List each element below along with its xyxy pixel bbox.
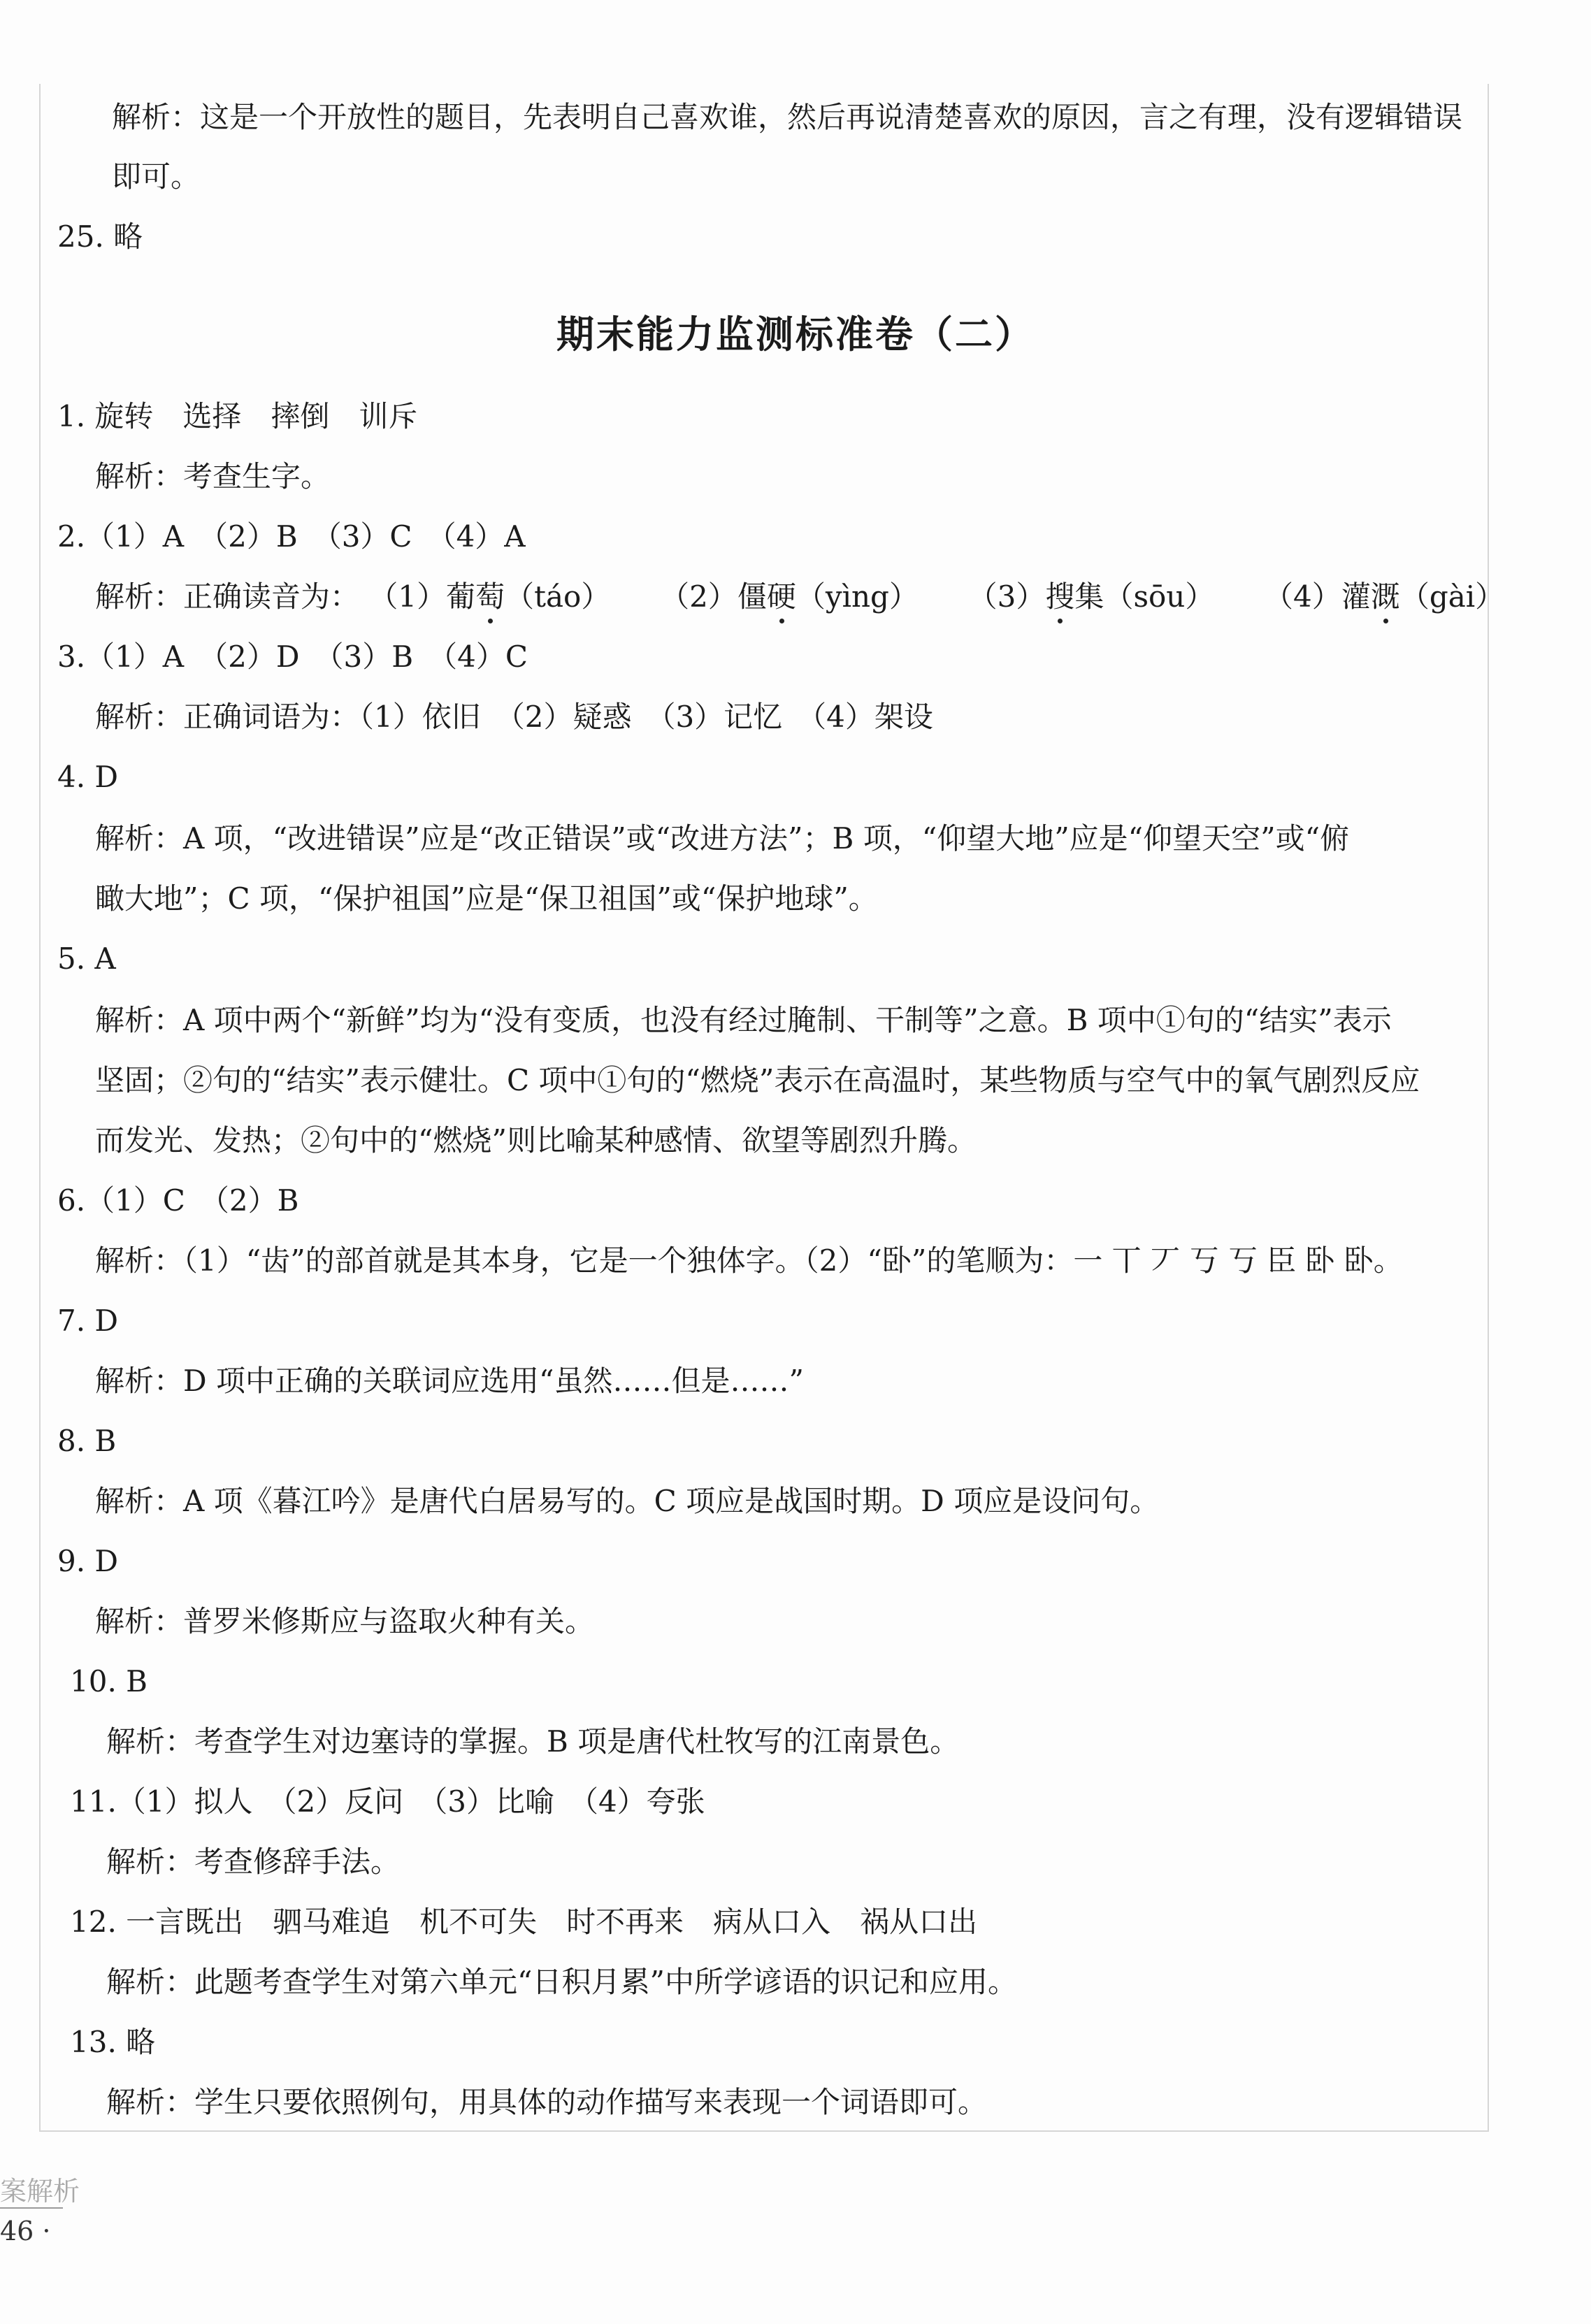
answer-line: 坚固；②句的“结实”表示健壮。C 项中①句的“燃烧”表示在高温时，某些物质与空气中的氧气剧烈反应 <box>95 1063 1420 1097</box>
answer-line: 解析：A 项，“改进错误”应是“改正错误”或“改进方法”；B 项，“仰望大地”应是“仰望天空”或“俯 <box>95 821 1350 856</box>
answer-line: 解析：此题考查学生对第六单元“日积月累”中所学谚语的识记和应用。 <box>106 1965 1017 1999</box>
answer-line: 6.（1）C （2）B <box>57 1183 299 1218</box>
answer-line: 9. D <box>57 1544 119 1578</box>
answer-line: 瞰大地”；C 项，“保护祖国”应是“保卫祖国”或“保护地球”。 <box>95 881 878 916</box>
answer-line: 10. B <box>70 1664 148 1698</box>
answer-line: 解析：考查学生对边塞诗的掌握。B 项是唐代杜牧写的江南景色。 <box>106 1724 960 1759</box>
answer-line: 解析：普罗米修斯应与盗取火种有关。 <box>95 1604 595 1638</box>
answer-line: 1. 旋转 选择 摔倒 训斥 <box>57 399 418 433</box>
answer-line: 解析：A 项《暮江吟》是唐代白居易写的。C 项应是战国时期。D 项应是设问句。 <box>95 1484 1160 1518</box>
answer-line: 即可。 <box>112 159 201 194</box>
answer-line: 解析：（1）“齿”的部首就是其本身，它是一个独体字。（2）“卧”的笔顺为：一 丅 丆 丂 丂 臣 卧 卧。 <box>95 1243 1403 1278</box>
answer-line: 2.（1）A （2）B （3）C （4）A <box>57 519 526 554</box>
pinyin-answer-line <box>95 577 1591 616</box>
answer-line: 13. 略 <box>70 2025 156 2059</box>
answer-line: 解析：考查生字。 <box>95 459 331 493</box>
answer-line: 8. B <box>57 1424 117 1458</box>
pinyin-item: （1）葡萄（táo） <box>368 579 610 614</box>
answer-line: 12. 一言既出 驷马难追 机不可失 时不再来 病从口入 祸从口出 <box>70 1905 978 1939</box>
answer-line: 解析：考查修辞手法。 <box>106 1845 401 1879</box>
page-number: 46 · <box>0 2216 51 2246</box>
answer-line: 解析：A 项中两个“新鲜”均为“没有变质，也没有经过腌制、干制等”之意。B 项中①句的“结实”表示 <box>95 1003 1392 1037</box>
pinyin-item: （4）灌溉（gài） <box>1264 579 1504 614</box>
answer-line: 而发光、发热；②句中的“燃烧”则比喻某种感情、欲望等剧烈升腾。 <box>95 1123 977 1157</box>
answer-line: 25. 略 <box>57 219 143 254</box>
pinyin-item: （3）搜集（sōu） <box>968 579 1215 614</box>
answer-line: 3.（1）A （2）D （3）B （4）C <box>57 640 528 674</box>
dotted-char: 硬 <box>767 577 796 616</box>
dotted-char: 萄 <box>475 577 505 616</box>
answer-line: 7. D <box>57 1304 119 1338</box>
dotted-char: 溉 <box>1371 577 1400 616</box>
pinyin-item: （2）僵硬（yìng） <box>660 579 919 614</box>
pinyin-prefix: 解析：正确读音为： <box>95 579 360 614</box>
section-title: 期末能力监测标准卷（二） <box>556 312 1035 356</box>
answer-line: 11.（1）拟人 （2）反问 （3）比喻 （4）夸张 <box>70 1784 705 1819</box>
answer-line: 解析：正确词语为：（1）依旧 （2）疑惑 （3）记忆 （4）架设 <box>95 700 933 734</box>
content-frame <box>39 84 1489 2132</box>
footer-section-label: 案解析 <box>0 2176 80 2207</box>
answer-line: 5. A <box>57 941 116 976</box>
dotted-char: 搜 <box>1045 577 1074 616</box>
answer-line: 解析：学生只要依照例句，用具体的动作描写来表现一个词语即可。 <box>106 2085 988 2119</box>
answer-line: 解析：D 项中正确的关联词应选用“虽然……但是……” <box>95 1364 804 1398</box>
answer-line: 解析：这是一个开放性的题目，先表明自己喜欢谁，然后再说清楚喜欢的原因，言之有理，没有逻辑错误 <box>112 100 1463 134</box>
footer-rule <box>0 2207 63 2209</box>
answer-line: 4. D <box>57 760 119 794</box>
